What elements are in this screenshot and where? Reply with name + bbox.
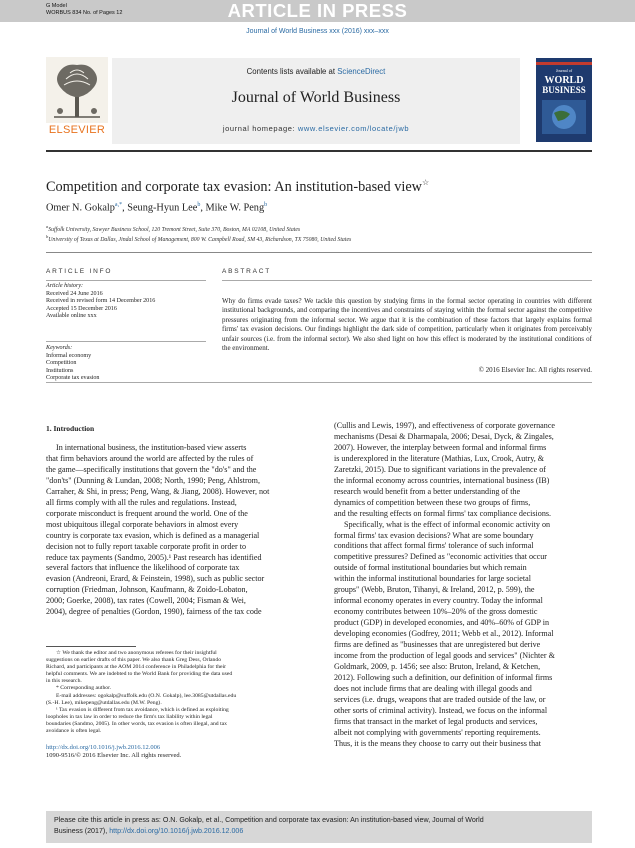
body-text-line: corruption (Friedman, Johnson, Kaufmann, & Zoido-Lobaton,	[46, 585, 248, 595]
cover-line-1: Journal of	[555, 68, 573, 73]
issn-line: 1090-9516/© 2016 Elsevier Inc. All rights reserved.	[46, 752, 182, 760]
body-text-line: country is corporate tax evasion, which is defined as a managerial	[46, 530, 260, 540]
body-text-line: all firms comply with all the rules and regulations. Instead,	[46, 497, 237, 507]
sciencedirect-link[interactable]: ScienceDirect	[337, 67, 386, 76]
keyword: Informal economy	[46, 352, 92, 359]
footnote-line: * Corresponding author.	[56, 685, 112, 692]
body-text-line: Zaretzki, 2015). Due to significant variations in the prevalence of	[334, 464, 546, 474]
doi-link[interactable]: http://dx.doi.org/10.1016/j.jwb.2016.12.006	[46, 744, 161, 751]
footnote-line: ☆ We thank the editor and two anonymous referees for their insightful	[56, 650, 217, 656]
body-text-line: 2007). However, the interplay between formal and informal firms	[334, 442, 547, 452]
footnote-line: Richard, and participants at the AOM 2014 conference in Philadelphia for their	[46, 664, 227, 671]
keyword: Corporate tax evasion	[46, 375, 100, 381]
citation-text: Please cite this article in press as: O.N. Gokalp, et al., Competition and corporate tax evasion: An institution-based view, Journal of World Business (2017), http://dx.doi.org/10.1016/j.jwb.2016.12.006	[54, 816, 484, 835]
body-text-line: corporate misconduct is frequent around the world. One of the	[46, 508, 248, 518]
doi-block	[46, 744, 181, 760]
keyword: Institutions	[46, 367, 74, 374]
body-text-line: and the resulting effects on formal firms' tax compliance decisions.	[334, 508, 552, 518]
article-title: Competition and corporate tax evasion: An institution-based view☆	[46, 178, 430, 195]
body-text-line: firms that transact in the market of legal products and services,	[334, 716, 538, 726]
footnote-line: helpful comments. We are indebted to the World Bank for providing the data used	[46, 671, 233, 678]
affiliation-a: $^a$Suffolk University, Sawyer Business School, 120 Tremont Street, Suite 370, Boston, MA 02108, United States	[46, 224, 301, 233]
citation-doi-link[interactable]: http://dx.doi.org/10.1016/j.jwb.2016.12.006	[109, 827, 244, 835]
elsevier-wordmark: ELSEVIER	[48, 124, 106, 136]
abstract-copyright: © 2016 Elsevier Inc. All rights reserved.	[478, 366, 592, 374]
footnotes	[46, 650, 301, 735]
body-text-line: several factors that influence the likelihood of corporate tax	[46, 563, 240, 573]
body-text-line: 2000; Goerke, 2008), tax rates (Cowell, 2004; Fisman & Wei,	[46, 596, 246, 606]
title-footnote-mark[interactable]: ☆	[422, 178, 430, 187]
keywords-list: Keywords: Informal economy Competition Institutions Corporate tax evasion	[46, 345, 100, 381]
body-text-line: Specifically, what is the effect of informal economic activity on	[344, 519, 551, 529]
author-name: Mike W. Peng	[205, 202, 265, 214]
body-text-line: evasion (Andreoni, Erard, & Feinstein, 1998), such as public sector	[46, 574, 265, 584]
body-text-line: does not include firms that are dealing with illegal goods and	[334, 683, 532, 693]
body-text-line: Goldmark, 2009, p. 1456; see also: Bruton, Ireland, & Ketchen,	[334, 661, 541, 671]
contents-line: Contents lists available at ScienceDirect	[246, 67, 386, 76]
cover-line-3: BUSINESS	[542, 85, 586, 95]
journal-title: Journal of World Business	[231, 89, 401, 106]
body-text-line: Thus, it is the means they choose to carry out their business that	[334, 738, 542, 748]
elsevier-tree-logo-icon	[46, 57, 108, 134]
body-text-line: product (GDP) in developed economies, and 40%–60% of GDP in	[334, 618, 550, 628]
article-in-press-title: ARTICLE IN PRESS	[227, 0, 408, 21]
author-list: Omer N. Gokalp$^{a,*}$, Seung-Hyun Lee$^b$, Mike W. Peng$^b$	[46, 202, 268, 214]
body-text-line: within the informal institutional boundaries for large societal	[334, 574, 531, 584]
body-text-line: other sorts of criminal activity). Instead, we focus on the informal	[334, 705, 548, 715]
journal-homepage-line: journal homepage: www.elsevier.com/locate/jwb	[222, 124, 410, 133]
body-text-line: firms are defined as "businesses that are unregistered but derive	[334, 640, 541, 650]
body-text-line: groups" (Webb, Bruton, Tihanyi, & Ireland, 2012, p. 599), the	[334, 585, 535, 595]
front-matter-divider	[46, 382, 592, 383]
body-text-line: 2012). Following such a definition, our definition of informal firms	[334, 672, 553, 682]
footnote-line: ¹ Tax evasion is different from tax avoidance, which is defined as exploiting	[56, 706, 229, 713]
footnote-line: in this research.	[46, 678, 82, 685]
footnote-line: boundaries (Sandmo, 2005). In other words, tax evasion is often illegal, and tax	[46, 720, 228, 727]
footnote-line: E-mail addresses: ogokalp@suffolk.edu (O.N. Gokalp), lee.3085@utdallas.edu	[56, 692, 237, 699]
footnote-line: suggestions on earlier drafts of this paper. We also thank Greg Dess, Orlando	[46, 657, 222, 664]
gmodel-label: G Model WORBUS 834 No. of Pages 12	[46, 3, 123, 16]
body-text-line: "don'ts" (Dunning & Lundan, 2008; North, 1990; Peng, Ahlstrom,	[46, 475, 261, 485]
body-text-line: the informal economy across countries, international business (IB)	[334, 475, 550, 485]
cover-line-2: WORLD	[544, 75, 584, 86]
header-divider	[46, 252, 592, 253]
left-column-text	[46, 443, 301, 618]
author-affiliation-mark[interactable]: b	[264, 202, 268, 208]
article-history: Article history: Received 24 June 2016 Received in revised form 14 December 2016 Accepted 15 December 2016 Available online xxx	[46, 283, 156, 319]
body-text-line: 2004), degree of penalties (Gordon, 1990), fairness of the tax code	[46, 607, 262, 617]
body-text-line: is underexplored in the literature (Mathias, Lux, Crook, Autry, &	[334, 453, 545, 463]
body-text-line: the game—specifically institutions that govern the "do's" and the	[46, 464, 257, 474]
article-info-heading: ARTICLE INFO	[46, 268, 113, 275]
abstract-divider	[222, 280, 592, 281]
body-text-line: outside of formal institutional boundaries but which remain	[334, 563, 527, 573]
article-info-divider	[46, 280, 206, 281]
body-text-line: reduce tax payments (Sandmo, 2005).¹ Past research has identified	[46, 552, 262, 562]
author-name: Seung-Hyun Lee	[127, 202, 198, 214]
author-name: Omer N. Gokalp	[46, 202, 115, 214]
abstract-text: Why do firms evade taxes? We tackle this question by studying firms in the formal sector operating in countries with different institutional backgrounds, and comparing the incentives and constraints of staying within the formal sector against the competitive pressures originating from the informal sector. We argue that it is the combination of these factors that largely explains formal firms' tax evasion decisions. Our findings highlight the dark side of competition, particularly when it originates from perceivably unfair sources (i.e. from the informal sector). We also shed light on how this effect is moderated by the institutional conditions of the environment.	[222, 297, 592, 353]
right-column-text	[334, 421, 589, 750]
keywords-divider	[46, 341, 206, 342]
body-text-line: In international business, the institution-based view asserts	[56, 443, 247, 452]
body-text-line: services (i.e. drugs, weapons that are traded outside of the law, or	[334, 694, 546, 704]
abstract-heading: ABSTRACT	[222, 268, 272, 275]
body-text-line: competitive pressures? Defined as "economic activities that occur	[334, 552, 547, 562]
keyword: Competition	[46, 360, 77, 366]
body-text-line: income from the production of legal goods and services" (Nichter &	[334, 651, 555, 661]
body-text-line: economy contributes between 10%–20% of the gross domestic	[334, 607, 538, 617]
section-heading: 1. Introduction	[46, 424, 95, 433]
body-text-line: decision not to fully report taxable corporate profit in order to	[46, 541, 247, 551]
body-text-line: albeit not complying with governments' reporting requirements.	[334, 727, 541, 737]
body-text-line: Carraher, & Shi, in press; Peng, Wang, & Jiang, 2008). However, not	[46, 486, 270, 496]
author-affiliation-mark[interactable]: b	[197, 202, 201, 208]
body-text-line: (Cullis and Lewis, 1997), and effectiveness of corporate governance	[334, 421, 556, 430]
author-affiliation-mark[interactable]: a,*	[114, 202, 123, 208]
journal-reference-link[interactable]: Journal of World Business xxx (2016) xxx–xxx	[246, 28, 389, 35]
body-text-line: formal firms' tax evasion decisions? What are some boundary	[334, 530, 534, 540]
body-text-line: research would benefit from a better understanding of the	[334, 486, 521, 496]
body-text-line: informal economy operates in every country. Today the informal	[334, 596, 543, 606]
body-text-line: developing economies (Godfrey, 2011; Webb et al., 2012). Informal	[334, 629, 554, 639]
footnote-separator	[46, 646, 136, 647]
footnote-line: loopholes in tax law in order to reduce the firm's tax liability within legal	[46, 713, 213, 720]
body-text-line: dynamics of competition between these two groups of firms,	[334, 497, 531, 507]
body-text-line: most ubiquitous illegal corporate behaviors in almost every	[46, 519, 239, 529]
body-text-line: conditions that affect formal firms' tolerance of such informal	[334, 541, 534, 551]
affiliation-b: $^b$University of Texas at Dallas, Jindal School of Management, 800 W. Campbell Road, SM 43, Richardson, TX 75080, United States	[46, 234, 352, 243]
body-text-line: mechanisms (Desai & Dharmapala, 2006; Desai, Dyck, & Zingales,	[334, 431, 554, 441]
footnote-line: (S.-H. Lee), mikepeng@utdallas.edu (M.W. Peng).	[46, 699, 162, 706]
masthead-divider	[46, 150, 592, 152]
journal-cover-image-icon	[536, 58, 592, 142]
footnote-line: avoidance is often legal.	[46, 728, 102, 735]
body-text-line: that firm behaviors around the world are affected by the rules of	[46, 453, 254, 463]
journal-homepage-link[interactable]: www.elsevier.com/locate/jwb	[297, 124, 410, 133]
